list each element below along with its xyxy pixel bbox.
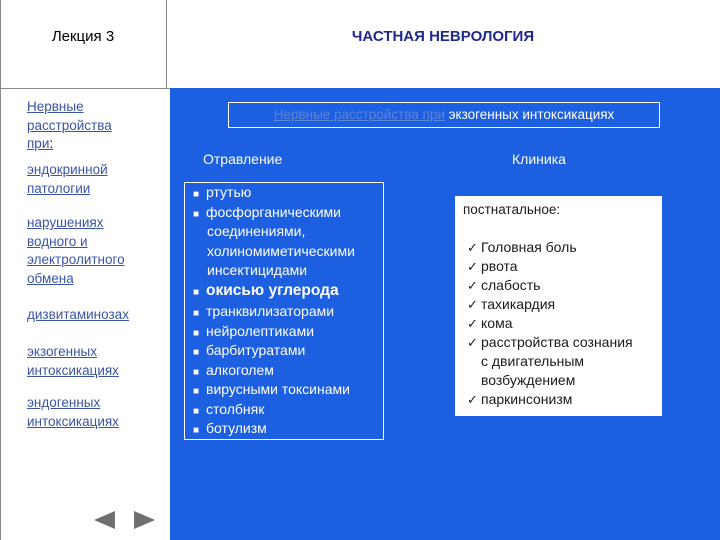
list-item-continuation: холиномиметическими <box>207 242 355 259</box>
checkmark-icon: ✓ <box>467 259 478 274</box>
list-item: ■ ртутью <box>193 183 251 205</box>
checkmark-icon: ✓ <box>467 240 478 255</box>
checkmark-icon: ✓ <box>467 335 478 350</box>
list-item: ■ вирусными токсинами <box>193 380 350 402</box>
list-item: ■ ботулизм <box>193 419 267 441</box>
list-item-continuation: инсектицидами <box>207 262 308 278</box>
column-header-clinic: Клиника <box>512 151 566 167</box>
list-item: ✓ рвота <box>467 257 518 276</box>
sidebar-item-exogenous[interactable]: экзогенных интоксикациях <box>27 344 119 378</box>
list-item: ✓ слабость <box>467 276 540 295</box>
bullet-icon: ■ <box>193 347 200 358</box>
clinic-list <box>455 196 662 416</box>
bullet-icon: ■ <box>193 425 200 436</box>
sidebar-item-dysvitaminosis[interactable]: дизвитаминозах <box>27 307 129 322</box>
section-header <box>228 102 660 128</box>
bullet-icon: ■ <box>193 189 200 200</box>
list-item: ✓ Головная боль <box>467 238 577 257</box>
section-header-text: экзогенных интоксикациях <box>444 107 615 122</box>
poisoning-list <box>184 182 384 440</box>
bullet-icon: ■ <box>193 386 200 397</box>
sidebar-item-water-electrolyte[interactable]: нарушениях водного и электролитного обмена <box>27 215 125 286</box>
list-item: ■ алкоголем <box>193 361 274 383</box>
bullet-icon: ■ <box>193 287 200 298</box>
list-item: ■ окисью углерода <box>193 281 339 303</box>
list-item: ✓ паркинсонизм <box>467 390 572 409</box>
prev-slide-arrow-icon[interactable] <box>94 511 115 529</box>
checkmark-icon: ✓ <box>467 392 478 407</box>
list-item: ✓ кома <box>467 314 512 333</box>
clinic-list-title: постнатальное: <box>463 202 561 217</box>
lecture-label: Лекция 3 <box>51 28 115 45</box>
list-item: ■ столбняк <box>193 400 264 422</box>
bullet-icon: ■ <box>193 327 200 339</box>
bullet-icon: ■ <box>193 366 200 378</box>
sidebar-item-endocrine[interactable]: эндокринной патологии <box>27 162 108 196</box>
list-item: ✓ расстройства сознания <box>467 333 633 352</box>
list-item: ■ фосфорганическими <box>193 203 341 225</box>
sidebar-item-nervous-disorders[interactable]: Нервные расстройства при: <box>27 99 112 151</box>
list-item-continuation: соединениями, <box>207 223 306 239</box>
page-title: ЧАСТНАЯ НЕВРОЛОГИЯ <box>351 28 535 45</box>
list-item: ✓ тахикардия <box>467 295 555 314</box>
frame-left-border <box>0 0 1 540</box>
bullet-icon: ■ <box>193 308 200 319</box>
list-item-continuation: возбуждением <box>481 372 576 388</box>
list-item: ■ барбитуратами <box>193 341 305 363</box>
bullet-icon: ■ <box>193 405 200 417</box>
list-item: ■ транквилизаторами <box>193 302 334 324</box>
section-header-link[interactable]: Нервные расстройства при <box>273 107 445 122</box>
bullet-icon: ■ <box>193 208 200 220</box>
checkmark-icon: ✓ <box>467 297 478 312</box>
checkmark-icon: ✓ <box>467 278 478 293</box>
sidebar-item-endogenous[interactable]: эндогенных интоксикациях <box>27 395 119 429</box>
next-slide-arrow-icon[interactable] <box>134 511 155 529</box>
checkmark-icon: ✓ <box>467 316 478 331</box>
list-item: ■ нейролептиками <box>193 322 314 344</box>
list-item-continuation: с двигательным <box>481 353 585 369</box>
column-header-poisoning: Отравление <box>203 151 283 167</box>
